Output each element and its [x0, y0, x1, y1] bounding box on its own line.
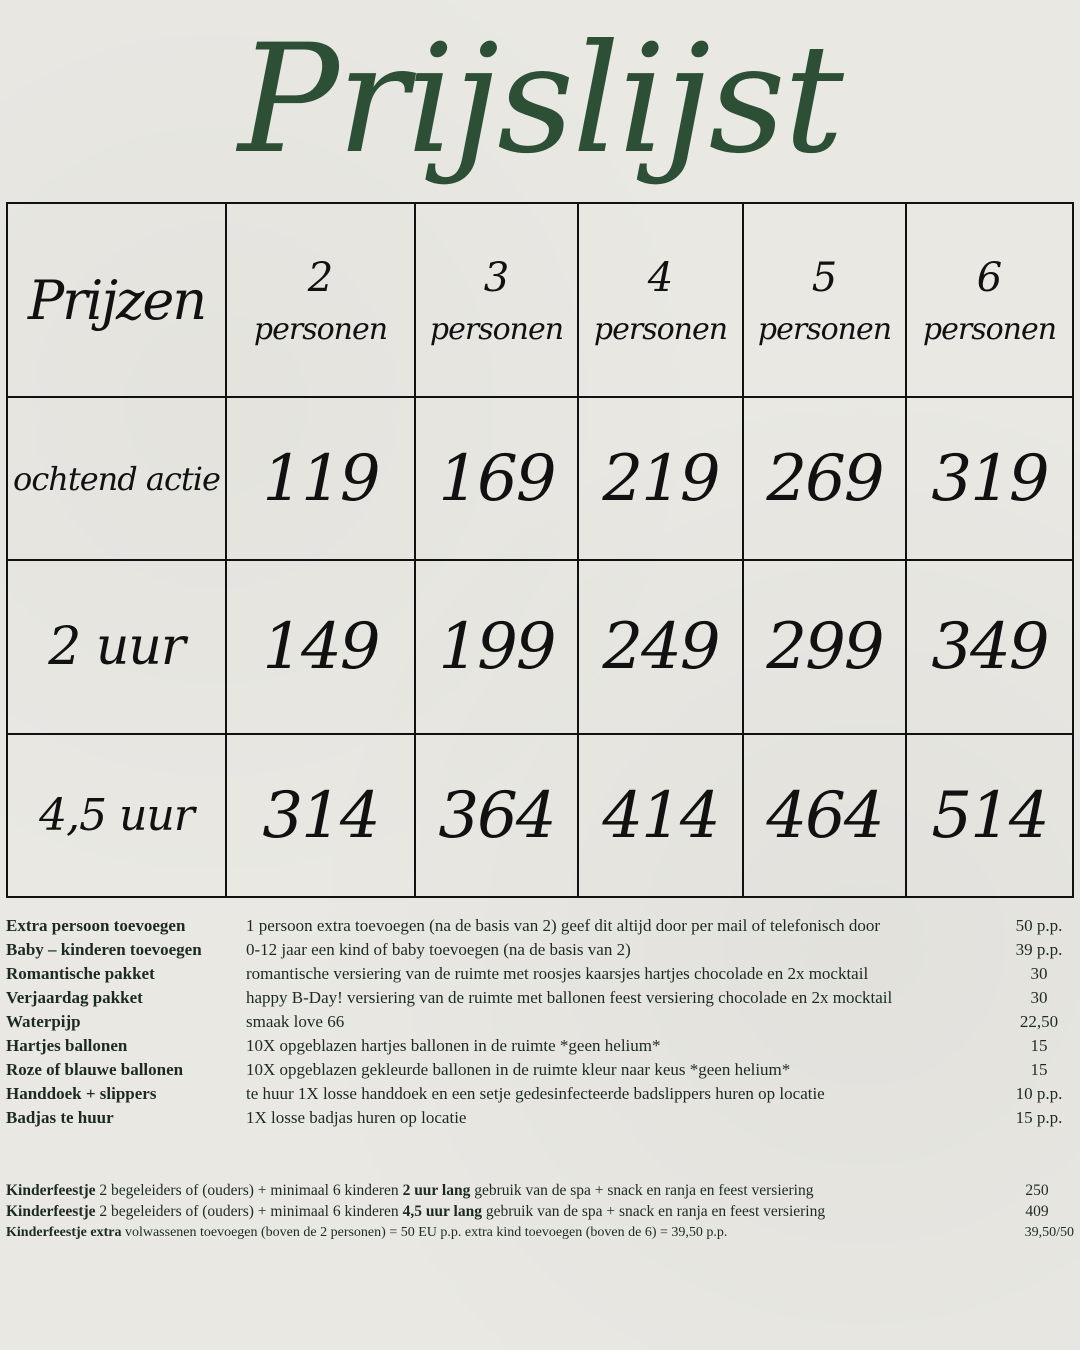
extra-price: 30: [1030, 964, 1048, 983]
price-cell: 514: [906, 734, 1073, 897]
list-item: [6, 914, 1074, 938]
row-label: 4,5 uur: [7, 734, 226, 897]
extra-description: 0-12 jaar een kind of baby toevoegen (na de basis van 2): [246, 940, 631, 959]
price-cell: 319: [906, 397, 1073, 560]
column-header-6: [906, 203, 1073, 397]
extra-name: Hartjes ballonen: [6, 1036, 128, 1055]
price-cell: 249: [578, 560, 743, 734]
extra-description: smaak love 66: [246, 1012, 345, 1031]
extra-price: 15: [1030, 1060, 1048, 1079]
column-header-5: [743, 203, 906, 397]
extra-name: Extra persoon toevoegen: [6, 916, 186, 935]
extra-name: Badjas te huur: [6, 1108, 114, 1127]
extra-name: Verjaardag pakket: [6, 988, 143, 1007]
column-count: 4: [647, 255, 674, 301]
extra-description: 10X opgeblazen hartjes ballonen in de ruimte *geen helium*: [246, 1036, 661, 1055]
extra-name: Waterpijp: [6, 1012, 81, 1031]
price-cell: 299: [743, 560, 906, 734]
kids-price: 250: [1025, 1182, 1049, 1199]
column-header-4: [578, 203, 743, 397]
price-cell: 314: [226, 734, 415, 897]
extra-price: 22,50: [1019, 1012, 1059, 1031]
kids-text: 2 begeleiders of (ouders) + minimaal 6 kinderen: [95, 1182, 403, 1199]
price-cell: 199: [415, 560, 578, 734]
table-row-4-5-uur: [7, 734, 1073, 897]
column-unit: personen: [593, 312, 728, 347]
price-cell: 364: [415, 734, 578, 897]
kids-duration: 4,5 uur lang: [402, 1203, 482, 1220]
kids-line: [6, 1182, 814, 1199]
table-corner-label: Prijzen: [7, 203, 226, 397]
row-label: ochtend actie: [7, 397, 226, 560]
extra-price: 50 p.p.: [1015, 916, 1063, 935]
kids-price: 39,50/50: [1024, 1225, 1074, 1240]
column-unit: personen: [429, 312, 564, 347]
price-cell: 169: [415, 397, 578, 560]
table-row-ochtend-actie: [7, 397, 1073, 560]
extra-price: 15 p.p.: [1015, 1108, 1063, 1127]
list-item: [6, 1201, 1074, 1222]
list-item: [6, 1222, 1074, 1243]
page-title: Prijslijst: [238, 13, 842, 187]
extra-price: 15: [1030, 1036, 1048, 1055]
kids-party-list: [6, 1180, 1074, 1243]
list-item: [6, 1180, 1074, 1201]
kids-text: 2 begeleiders of (ouders) + minimaal 6 kinderen: [95, 1203, 403, 1220]
price-table: [6, 202, 1074, 898]
kids-price: 409: [1025, 1203, 1049, 1220]
extra-description: 1 persoon extra toevoegen (na de basis van 2) geef dit altijd door per mail of telefonisch door: [246, 916, 880, 935]
column-count: 6: [976, 255, 1003, 301]
list-item: [6, 1082, 1074, 1106]
kids-text: gebruik van de spa + snack en ranja en feest versiering: [470, 1182, 814, 1199]
list-item: [6, 1106, 1074, 1130]
extra-description: romantische versiering van de ruimte met roosjes kaarsjes hartjes chocolade en 2x mocktail: [246, 964, 869, 983]
extra-price: 39 p.p.: [1015, 940, 1063, 959]
column-count: 5: [811, 255, 838, 301]
kids-title: Kinderfeestje extra: [6, 1225, 122, 1240]
column-count: 2: [307, 255, 334, 301]
price-cell: 269: [743, 397, 906, 560]
extras-list: [6, 914, 1074, 1130]
kids-text: volwassenen toevoegen (boven de 2 personen) = 50 EU p.p. extra kind toevoegen (boven de 6) = 39,50 p.p.: [121, 1225, 728, 1240]
extra-description: 10X opgeblazen gekleurde ballonen in de ruimte kleur naar keus *geen helium*: [246, 1060, 791, 1079]
extra-description: happy B-Day! versiering van de ruimte met ballonen feest versiering chocolade en 2x mocktail: [246, 988, 893, 1007]
kids-title: Kinderfeestje: [6, 1203, 96, 1220]
kids-line: [6, 1225, 727, 1240]
extra-price: 30: [1030, 988, 1048, 1007]
list-item: [6, 938, 1074, 962]
list-item: [6, 1010, 1074, 1034]
column-unit: personen: [922, 312, 1057, 347]
table-row-2-uur: [7, 560, 1073, 734]
price-cell: 119: [226, 397, 415, 560]
price-cell: 219: [578, 397, 743, 560]
list-item: [6, 1034, 1074, 1058]
row-label: 2 uur: [7, 560, 226, 734]
extra-description: te huur 1X losse handdoek en een setje gedesinfecteerde badslippers huren op locatie: [246, 1084, 825, 1103]
price-cell: 349: [906, 560, 1073, 734]
kids-duration: 2 uur lang: [402, 1182, 471, 1199]
column-header-3: [415, 203, 578, 397]
list-item: [6, 962, 1074, 986]
price-cell: 464: [743, 734, 906, 897]
list-item: [6, 1058, 1074, 1082]
extra-name: Baby – kinderen toevoegen: [6, 940, 202, 959]
column-count: 3: [483, 255, 510, 301]
extra-name: Roze of blauwe ballonen: [6, 1060, 184, 1079]
extra-price: 10 p.p.: [1015, 1084, 1063, 1103]
kids-title: Kinderfeestje: [6, 1182, 96, 1199]
list-item: [6, 986, 1074, 1010]
price-cell: 414: [578, 734, 743, 897]
table-header-row: [7, 203, 1073, 397]
extra-description: 1X losse badjas huren op locatie: [246, 1108, 467, 1127]
column-unit: personen: [253, 312, 388, 347]
column-unit: personen: [757, 312, 892, 347]
column-header-2: [226, 203, 415, 397]
kids-line: [6, 1203, 825, 1220]
kids-text: gebruik van de spa + snack en ranja en feest versiering: [481, 1203, 826, 1220]
price-cell: 149: [226, 560, 415, 734]
extra-name: Handdoek + slippers: [6, 1084, 157, 1103]
extra-name: Romantische pakket: [6, 964, 155, 983]
